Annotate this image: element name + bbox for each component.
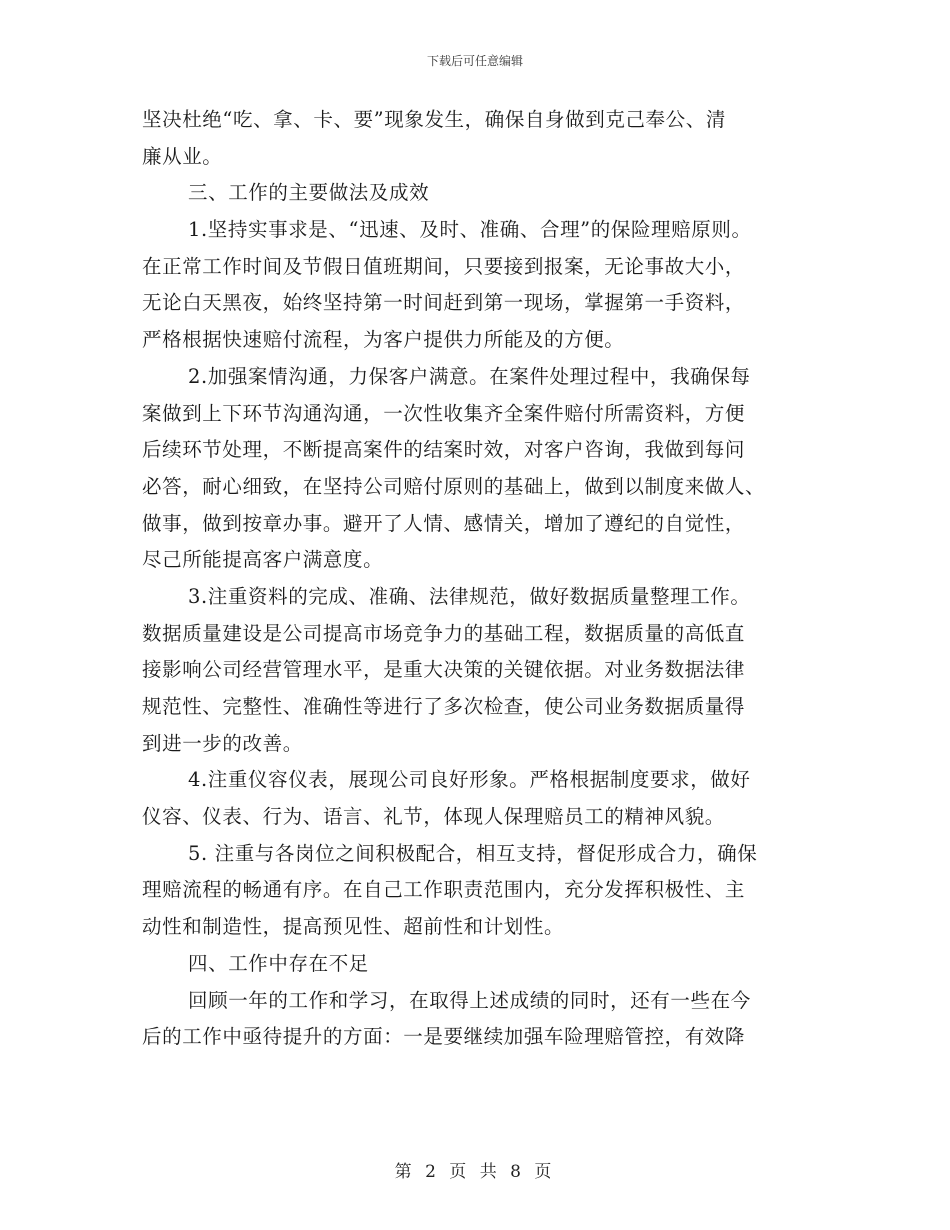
- paragraph-start: 4.注重仪容仪表，展现公司良好形象。严格根据制度要求，做好: [188, 768, 751, 792]
- paragraph-start: 3.注重资料的完成、准确、法律规范，做好数据质量整理工作。: [188, 584, 751, 608]
- page-number-footer: 第 2 页 共 8 页: [394, 1162, 556, 1182]
- text-line: 必答，耐心细致，在坚持公司赔付原则的基础上，做到以制度来做人、: [142, 474, 766, 498]
- text-line: 在正常工作时间及节假日值班期间，只要接到报案，无论事故大小，: [142, 254, 746, 278]
- text-line: 尽己所能提高客户满意度。: [142, 548, 384, 572]
- text-line: 规范性、完整性、准确性等进行了多次检查，使公司业务数据质量得: [142, 695, 746, 718]
- paragraph-start: 回顾一年的工作和学习，在取得上述成绩的同时，还有一些在今: [188, 988, 751, 1012]
- paragraph-start: 5. 注重与各岗位之间积极配合，相互支持，督促形成合力，确保: [188, 841, 758, 865]
- text-line: 坚决杜绝“吃、拿、卡、要”现象发生，确保自身做到克己奉公、清: [142, 108, 726, 131]
- section-heading: 三、工作的主要做法及成效: [188, 181, 430, 205]
- page-header: 下载后可任意编辑: [426, 54, 523, 68]
- text-line: 严格根据快速赔付流程，为客户提供力所能及的方便。: [142, 328, 625, 352]
- document-body: [142, 102, 810, 1056]
- text-line: 做事，做到按章办事。避开了人情、感情关，增加了遵纪的自觉性，: [142, 511, 746, 535]
- text-line: 案做到上下环节沟通沟通，一次性收集齐全案件赔付所需资料，方便: [142, 401, 746, 425]
- paragraph-start: 2.加强案情沟通，力保客户满意。在案件处理过程中，我确保每: [188, 364, 751, 388]
- text-line: 后的工作中亟待提升的方面：一是要继续加强车险理赔管控，有效降: [142, 1025, 746, 1049]
- paragraph-start: 1.坚持实事求是、“迅速、及时、准确、合理”的保险理赔原则。: [188, 218, 752, 242]
- text-line: 数据质量建设是公司提高市场竞争力的基础工程，数据质量的高低直: [142, 621, 746, 645]
- text-line: 仪容、仪表、行为、语言、礼节，体现人保理赔员工的精神风貌。: [142, 805, 725, 829]
- text-line: 后续环节处理，不断提高案件的结案时效，对客户咨询，我做到每问: [142, 438, 746, 462]
- text-line: 理赔流程的畅通有序。在自己工作职责范围内，充分发挥积极性、主: [142, 878, 746, 902]
- text-line: 廉从业。: [142, 144, 223, 168]
- section-heading: 四、工作中存在不足: [188, 951, 369, 975]
- text-line: 接影响公司经营管理水平，是重大决策的关键依据。对业务数据法律: [142, 658, 746, 682]
- text-line: 动性和制造性，提高预见性、超前性和计划性。: [142, 915, 565, 939]
- text-line: 到进一步的改善。: [142, 731, 303, 755]
- text-line: 无论白天黑夜，始终坚持第一时间赶到第一现场，掌握第一手资料，: [142, 291, 746, 315]
